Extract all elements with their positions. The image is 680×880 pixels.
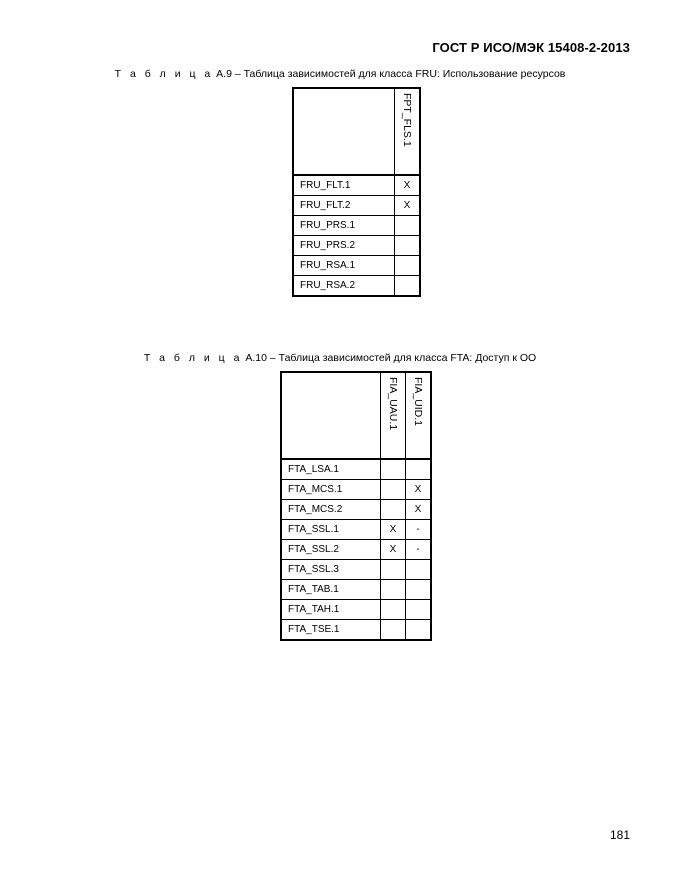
caption-text: А.9 – Таблица зависимостей для класса FRU: Использование ресурсов (216, 68, 566, 80)
row-label: FRU_PRS.1 (293, 216, 395, 236)
dependency-cell: - (406, 520, 432, 540)
document-header: ГОСТ Р ИСО/МЭК 15408-2-2013 (432, 40, 630, 55)
column-header-label: FIA_UAU.1 (387, 377, 399, 431)
dependency-cell (406, 580, 432, 600)
table-row (293, 216, 420, 236)
dependency-cell (381, 600, 406, 620)
row-label: FTA_LSA.1 (281, 459, 381, 480)
table-row (293, 196, 420, 216)
table-row (281, 560, 431, 580)
row-label: FTA_SSL.2 (281, 540, 381, 560)
row-label: FTA_MCS.1 (281, 480, 381, 500)
column-header (395, 88, 421, 175)
row-label: FTA_SSL.3 (281, 560, 381, 580)
table-row (281, 500, 431, 520)
dependency-cell (395, 236, 421, 256)
table-a10-caption (0, 352, 680, 364)
table-row (293, 256, 420, 276)
dependency-cell (381, 580, 406, 600)
row-label: FRU_RSA.2 (293, 276, 395, 297)
row-label: FRU_FLT.1 (293, 175, 395, 196)
dependency-cell (395, 216, 421, 236)
row-label: FRU_FLT.2 (293, 196, 395, 216)
table-header-row (293, 88, 420, 175)
page-number: 181 (609, 828, 630, 842)
table-row (281, 540, 431, 560)
table-row (293, 276, 420, 297)
dependency-cell (381, 459, 406, 480)
row-label: FTA_SSL.1 (281, 520, 381, 540)
column-header (406, 372, 432, 459)
table-a9-caption (0, 68, 680, 80)
dependency-cell (381, 480, 406, 500)
dependency-cell: X (395, 175, 421, 196)
dependency-cell: X (406, 500, 432, 520)
dependency-cell: X (381, 520, 406, 540)
dependency-cell (381, 560, 406, 580)
table-row (281, 480, 431, 500)
table-header-row (281, 372, 431, 459)
table-row (281, 520, 431, 540)
row-label: FTA_TAH.1 (281, 600, 381, 620)
caption-prefix: Т а б л и ц а (114, 68, 214, 80)
dependency-cell (395, 276, 421, 297)
column-header-label: FIA_UID.1 (412, 377, 424, 427)
table-row (281, 580, 431, 600)
dependency-cell (406, 600, 432, 620)
table-row (293, 236, 420, 256)
table-row (281, 600, 431, 620)
row-label: FTA_TSE.1 (281, 620, 381, 641)
dependency-cell (395, 256, 421, 276)
row-label: FTA_MCS.2 (281, 500, 381, 520)
row-label: FRU_RSA.1 (293, 256, 395, 276)
dependency-cell (406, 560, 432, 580)
table-row (281, 459, 431, 480)
dependency-cell: X (395, 196, 421, 216)
dependency-table-fru (292, 87, 421, 297)
caption-prefix: Т а б л и ц а (143, 352, 243, 364)
row-label: FRU_PRS.2 (293, 236, 395, 256)
dependency-cell (406, 620, 432, 641)
dependency-cell (406, 459, 432, 480)
column-header-label: FPT_FLS.1 (401, 93, 413, 147)
dependency-table-fta (280, 371, 432, 641)
table-row (281, 620, 431, 641)
header-corner-cell (281, 372, 381, 459)
dependency-cell (381, 620, 406, 641)
row-label: FTA_TAB.1 (281, 580, 381, 600)
dependency-cell: X (381, 540, 406, 560)
dependency-cell (381, 500, 406, 520)
dependency-cell: X (406, 480, 432, 500)
header-corner-cell (293, 88, 395, 175)
dependency-cell: - (406, 540, 432, 560)
column-header (381, 372, 406, 459)
table-row (293, 175, 420, 196)
caption-text: А.10 – Таблица зависимостей для класса FTA: Доступ к ОО (245, 352, 537, 364)
